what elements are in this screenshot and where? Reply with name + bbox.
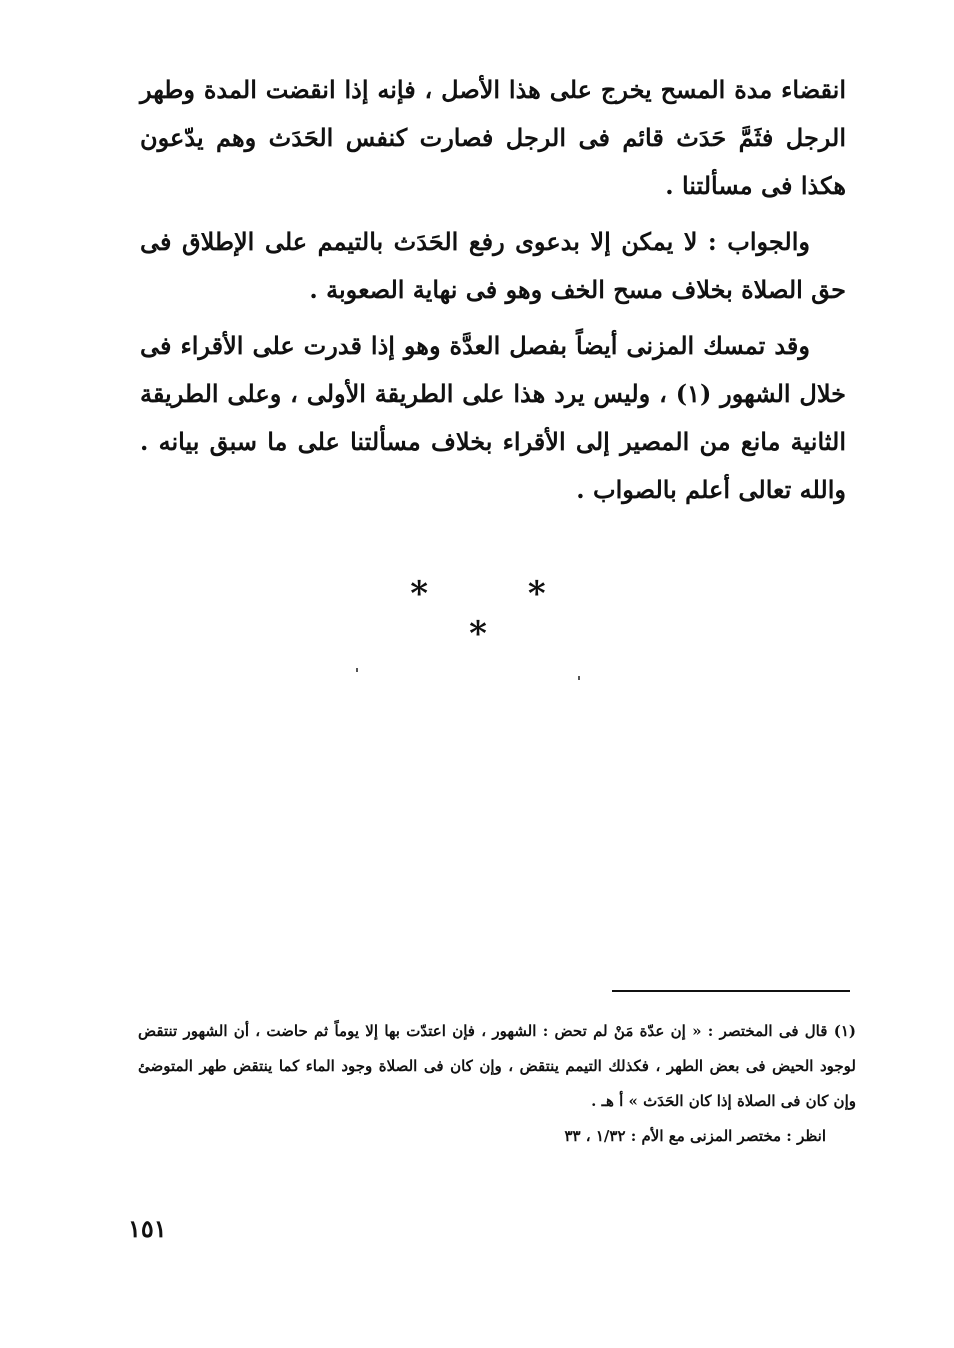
paragraph-answer: [140, 218, 846, 314]
paragraph-continuation: [140, 66, 846, 210]
page-number: ١٥١: [128, 1214, 167, 1243]
footnote-divider: [612, 990, 850, 992]
paragraph-muzani-argument: [140, 322, 846, 514]
footnote: [138, 1014, 856, 1154]
footnote-marker: (١): [675, 379, 712, 408]
paragraph-2-text: والجواب : لا يمكن إلا بدعوى رفع الحَدَث بالتيمم على الإطلاق فى حق الصلاة بخلاف مسح الخف وهو فى نهاية الصعوبة .: [140, 227, 846, 304]
section-separator-asterisks: * * *: [410, 574, 590, 654]
scan-speck: [356, 668, 358, 672]
footnote-text: (١) قال فى المختصر : « إن عدّة مَنْ لم تحض : الشهور ، فإن اعتدّت بها إلا يوماً ثم حاضت ، أن الشهور تنتقض لوجود الحيض فى بعض الطهر ، فكذلك التيمم ينتقض ، وإن كان فى الصلاة وجود الماء كما ينتقض طهر المتوضئ وإن كان فى الصلاة إذا كان الحَدَث » أ هـ .: [138, 1022, 856, 1110]
paragraph-3-text-part-1: وقد تمسك المزنى أيضاً بفصل العدَّة وهو إذا قدرت على الأقراء فى خلال الشهور: [140, 331, 847, 408]
scan-speck: [578, 676, 580, 680]
paragraph-1-text: انقضاء مدة المسح يخرج على هذا الأصل ، فإنه إذا انقضت المدة وطهر الرجل فثَمَّ حَدَث قائم فى الرجل فصارت كنفس الحَدَث وهم يدّعون هكذا فى مسألتنا .: [140, 75, 846, 200]
paragraph-3-text-part-2: ، وليس يرد هذا على الطريقة الأولى ، وعلى الطريقة الثانية مانع من المصير إلى الأقراء بخلاف مسألتنا على ما سبق بيانه . والله تعالى أعلم بالصواب .: [140, 379, 846, 504]
footnote-reference: انظر : مختصر المزنى مع الأم : ١/٣٢ ، ٣٣: [564, 1127, 826, 1145]
